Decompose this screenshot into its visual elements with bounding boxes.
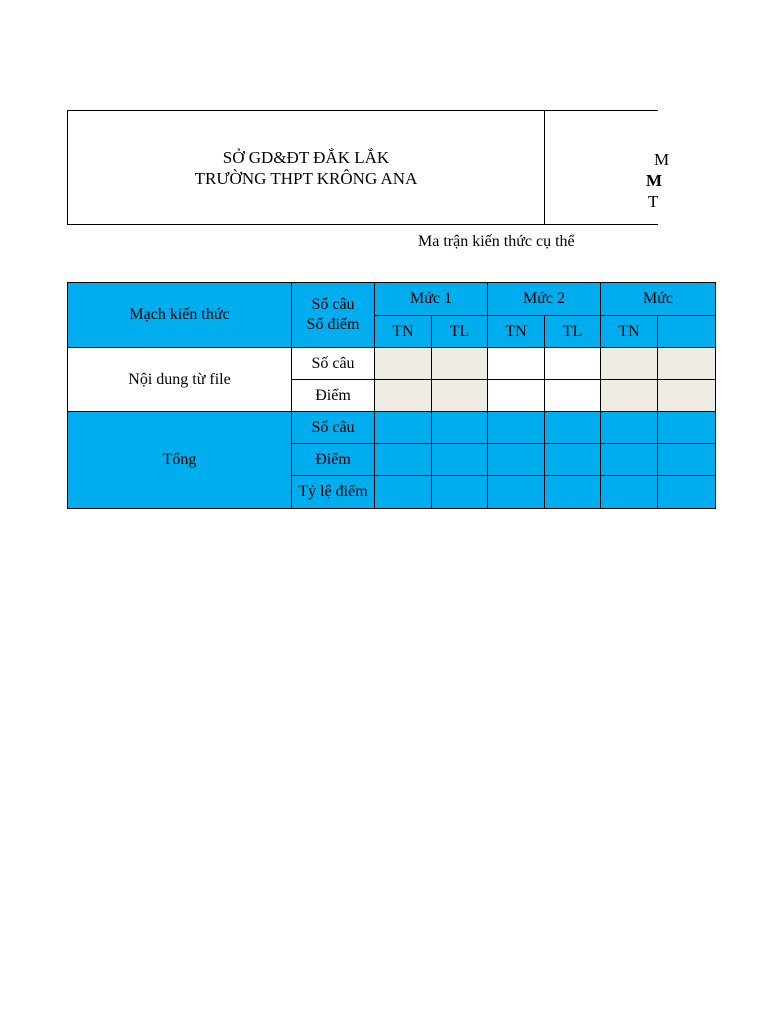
- table-cell[interactable]: [658, 412, 716, 444]
- table-cell[interactable]: [488, 476, 545, 509]
- table-cell[interactable]: [375, 380, 432, 412]
- table-cell[interactable]: [658, 348, 716, 380]
- table-cell[interactable]: [375, 444, 432, 476]
- table-cell[interactable]: [432, 444, 488, 476]
- table-cell[interactable]: [601, 380, 658, 412]
- row-item-label: Số câu: [292, 348, 375, 380]
- row-item-label: Điểm: [292, 380, 375, 412]
- header-question-count: Số câu: [311, 296, 355, 313]
- header-question-points: [292, 283, 375, 348]
- table-cell[interactable]: [375, 348, 432, 380]
- table-cell[interactable]: [545, 380, 601, 412]
- table-cell[interactable]: [601, 476, 658, 509]
- department-name: SỞ GD&ĐT ĐẮK LẮK: [222, 147, 390, 167]
- header-level-1: Mức 1: [375, 283, 488, 316]
- subheader-tn: TN: [601, 316, 658, 348]
- subheader-tl: [658, 316, 716, 348]
- table-cell[interactable]: [432, 412, 488, 444]
- row-content-label: Nội dung từ file: [68, 348, 292, 412]
- table-cell[interactable]: [432, 476, 488, 509]
- table-cell[interactable]: [488, 412, 545, 444]
- matrix-table: [67, 282, 716, 509]
- header-topic: Mạch kiến thức: [68, 283, 292, 348]
- subheader-tl: TL: [545, 316, 601, 348]
- row-item-label: Tỷ lệ điểm: [292, 476, 375, 509]
- row-item-label: Số câu: [292, 412, 375, 444]
- table-cell[interactable]: [601, 412, 658, 444]
- table-cell[interactable]: [488, 444, 545, 476]
- table-cell[interactable]: [658, 476, 716, 509]
- title-fragment-1: M: [654, 150, 670, 169]
- header-level-3: Mức: [601, 283, 716, 316]
- header-box: [67, 110, 670, 225]
- table-cell[interactable]: [488, 348, 545, 380]
- table-cell[interactable]: [432, 380, 488, 412]
- title-fragment-2: M: [646, 171, 663, 190]
- subheader-tl: TL: [432, 316, 488, 348]
- table-cell[interactable]: [545, 476, 601, 509]
- knowledge-matrix: [67, 282, 673, 509]
- subheader-tn: TN: [375, 316, 432, 348]
- table-cell[interactable]: [545, 348, 601, 380]
- table-cell[interactable]: [375, 476, 432, 509]
- table-cell[interactable]: [488, 380, 545, 412]
- table-cell[interactable]: [601, 348, 658, 380]
- table-cell[interactable]: [545, 412, 601, 444]
- matrix-subtitle: Ma trận kiến thức cụ thể: [418, 233, 575, 250]
- table-cell[interactable]: [658, 380, 716, 412]
- school-info: [68, 111, 545, 224]
- subheader-tn: TN: [488, 316, 545, 348]
- title-fragment-3: T: [648, 192, 659, 211]
- row-total-label: Tổng: [68, 412, 292, 509]
- exam-title-area: [545, 111, 670, 224]
- row-item-label: Điểm: [292, 444, 375, 476]
- table-cell[interactable]: [432, 348, 488, 380]
- school-name: TRƯỜNG THPT KRÔNG ANA: [194, 168, 418, 188]
- table-cell[interactable]: [601, 444, 658, 476]
- header-level-2: Mức 2: [488, 283, 601, 316]
- table-cell[interactable]: [545, 444, 601, 476]
- table-cell[interactable]: [658, 444, 716, 476]
- table-cell[interactable]: [375, 412, 432, 444]
- header-points: Số điểm: [306, 316, 360, 333]
